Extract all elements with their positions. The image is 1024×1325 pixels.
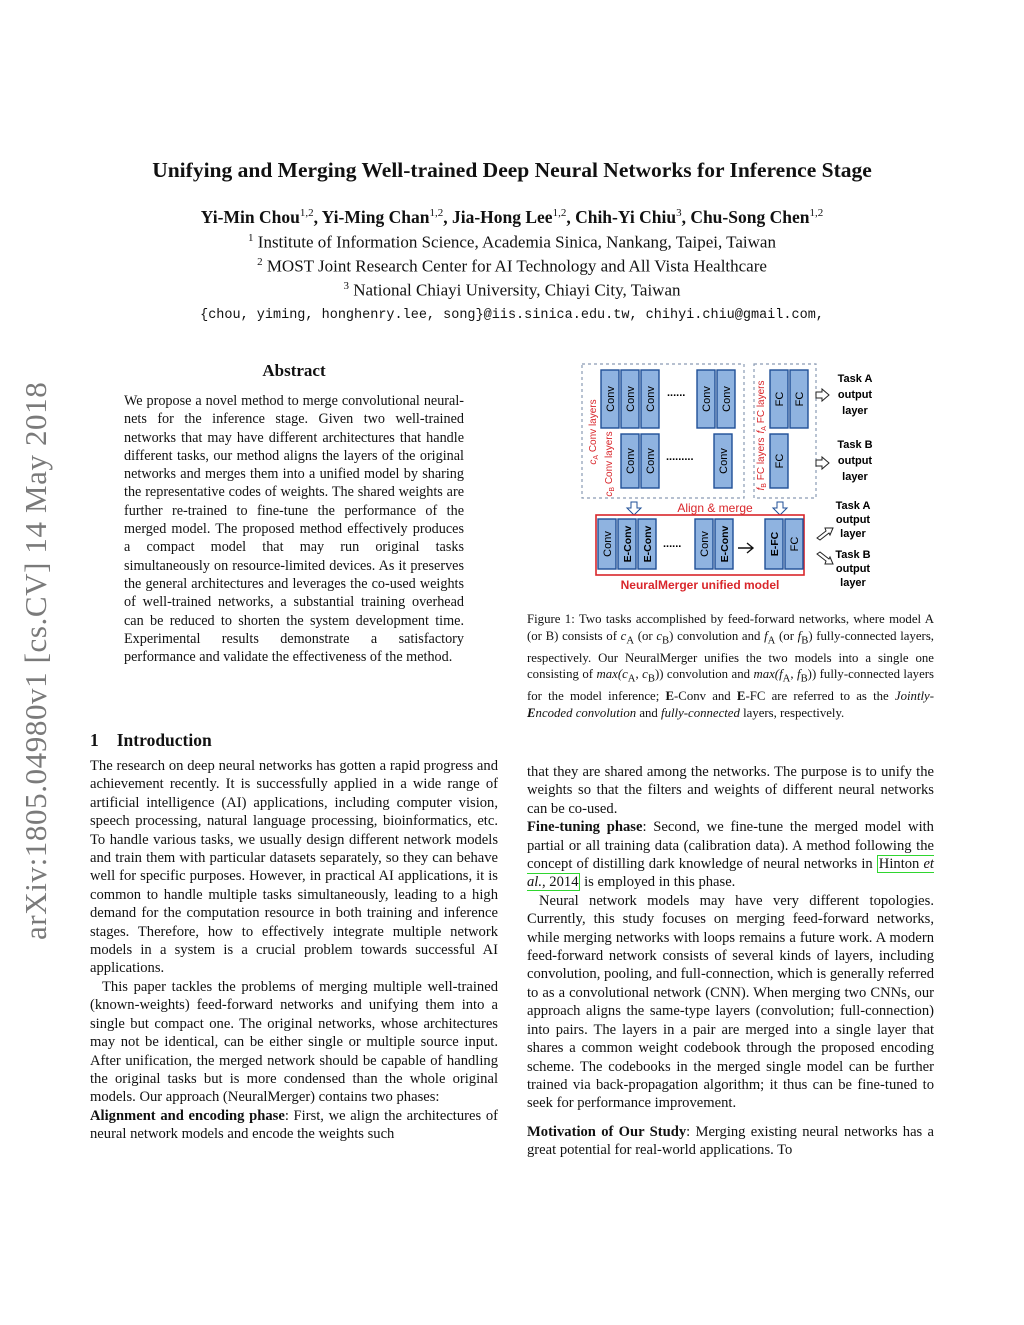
align-merge-label: Align & merge	[677, 501, 753, 515]
svg-text:FC: FC	[774, 391, 786, 407]
author-1: Yi-Min Chou$^{1,2}$,	[200, 207, 322, 227]
svg-text:Conv: Conv	[645, 448, 657, 474]
svg-text:Task A: Task A	[835, 500, 871, 512]
abstract-heading: Abstract	[262, 361, 326, 380]
intro-paragraph-1: The research on deep neural networks has gotten a rapid progress and achievement recently. It is successfully applied in a wide range of artificial intelligence (AI) applications, including computer vision, speech processing, natural language processing, bioinformatics, etc. To handle various tasks, we usually design different network models and train them with particular datasets separately, so they can behave well for specific purposes. However, in practical AI applications, it is common to handle multiple tasks simultaneously, leading to a high demand for the computation resource in both training and inference stages. Therefore, how to effectively integrate multiple network models in a system is a crucial problem towards successful AI applications.	[90, 758, 498, 977]
svg-text:Conv: Conv	[605, 386, 617, 412]
task-b-output-bottom	[817, 549, 871, 589]
task-b-output-top	[816, 439, 873, 483]
paper-title: Unifying and Merging Well-trained Deep Neural Networks for Inference Stage	[152, 158, 872, 182]
svg-text:E-Conv: E-Conv	[622, 525, 634, 563]
affiliation-3: $^3$ National Chiayi University, Chiayi City, Taiwan	[343, 280, 681, 300]
right-paragraph-1: that they are shared among the networks. The purpose is to unify the weights so that the filters and weights of different neural networks can be co-used.	[527, 764, 934, 817]
svg-text:Conv: Conv	[701, 386, 713, 412]
svg-text:layer: layer	[840, 577, 866, 589]
task-a-output-top	[816, 373, 872, 417]
fb-fc-layers-label: $f_B$ FC layers	[756, 437, 768, 491]
model-b-conv-row	[621, 434, 732, 488]
figure-1-caption: Figure 1: Two tasks accomplished by feed-forward networks, where model A (or B) consists of $c_A$ (or $c_B$) convolution and $f_A$ (or $f_B$) fully-connected layers, respectively. Our NeuralMerger unifies the two models into a single one consisting of $\max(c_A$, $c_B$)) convolution and $\max(f_A$, $f_B$)) fully-connected layers for the model inference; E-Conv and E-FC are referred to as the Jointly-Encoded convolution and fully-connected layers, respectively.	[527, 612, 934, 721]
svg-text:layer: layer	[842, 471, 868, 483]
right-paragraph-3: Neural network models may have very different topologies. Currently, this study focuses on merging feed-forward networks, while merging networks with loops remains a future work. A modern feed-forward network consists of several kinds of layers, including convolution, pooling, and full-connection, which is generally referred to as a convolutional network (CNN). When merging two CNNs, our approach aligns the same-type layers (convolution; full-connection) into pairs. The layers in a pair are merged into a single layer that shares a common weight codebook through the proposed encoding scheme. The codebooks in the merged single model can be further trained via back-propagation algorithm; it thus can be fine-tuned to seek for performance improvement.	[527, 892, 934, 1112]
svg-text:output: output	[835, 514, 871, 526]
svg-text:FC: FC	[789, 536, 801, 552]
svg-text:E-Conv: E-Conv	[642, 525, 654, 563]
svg-text:Conv: Conv	[718, 448, 730, 474]
down-arrow-icon	[627, 502, 641, 515]
svg-text:Conv: Conv	[625, 386, 637, 412]
svg-text:layer: layer	[840, 528, 866, 540]
ca-conv-layers-label: $c_A$ Conv layers	[588, 399, 600, 465]
model-a-fc-row	[770, 370, 808, 428]
right-arrow-icon	[738, 543, 753, 553]
right-column-text	[527, 763, 934, 1160]
unified-fc-row	[765, 519, 803, 569]
svg-text:layer: layer	[842, 405, 868, 417]
author-list	[0, 207, 1024, 228]
svg-text:Conv: Conv	[645, 386, 657, 412]
affiliation-1: $^1$ Institute of Information Science, Academia Sinica, Nankang, Taipei, Taiwan	[248, 232, 776, 252]
down-arrow-icon	[773, 502, 787, 515]
svg-text:Task B: Task B	[837, 439, 873, 451]
author-5: Chu-Song Chen$^{1,2}$	[690, 207, 824, 227]
svg-text:Conv: Conv	[699, 531, 711, 557]
svg-text:......: ......	[667, 387, 686, 399]
intro-paragraph-2: This paper tackles the problems of merging multiple well-trained (known-weights) feed-forward networks and unifying them into a single but compact one. The original networks, whose architectures may not be identical, can be either single or multiple source input. After unification, the merged network should be capable of handling the original tasks but is more condensed than the whole original models. Our approach (NeuralMerger) contains two phases:	[90, 978, 498, 1106]
intro-paragraph-3: Alignment and encoding phase: First, we align the architectures of neural network models and encode the weights such	[90, 1107, 498, 1143]
author-4: Chih-Yi Chiu$^3$,	[575, 207, 691, 227]
svg-text:output: output	[837, 455, 873, 467]
section-heading: 1 Introduction	[90, 730, 212, 750]
cb-conv-layers-label: $c_B$ Conv layers	[604, 431, 616, 497]
arxiv-identifier: arXiv:1805.04980v1 [cs.CV] 14 May 2018	[18, 381, 53, 940]
figure-1-diagram	[570, 362, 890, 594]
left-column-text	[90, 757, 498, 1144]
model-b-fc-row	[770, 434, 788, 488]
svg-text:Task A: Task A	[837, 373, 873, 385]
svg-text:FC: FC	[774, 453, 786, 469]
svg-text:E-Conv: E-Conv	[719, 525, 731, 563]
svg-text:FC: FC	[794, 391, 806, 407]
affiliation-2: $^2$ MOST Joint Research Center for AI Technology and All Vista Healthcare	[257, 256, 767, 276]
svg-text:output: output	[835, 563, 871, 575]
svg-text:Conv: Conv	[721, 386, 733, 412]
abstract-body: We propose a novel method to merge convolutional neural-nets for the inference stage. Given two well-trained networks that may have different architectures that handle different tasks, our method aligns the layers of the original networks and merges them into a unified model by sharing the representative codes of weights. The shared weights are further re-trained to fine-tune the performance of the merged model. The proposed method effectively produces a compact model that may run original tasks simultaneously on resource-limited devices. As it preserves the general architectures and leverages the co-used weights of well-trained networks, a substantial training overhead can be reduced to shorten the system development time. Experimental results demonstrate a satisfactory performance and validate the effectiveness of the method.	[124, 393, 464, 666]
svg-text:......: ......	[663, 538, 682, 550]
task-a-output-bottom	[817, 500, 870, 540]
citation-link[interactable]: Hinton et al., 2014	[527, 856, 934, 891]
author-3: Jia-Hong Lee$^{1,2}$,	[451, 207, 576, 227]
svg-text:Task B: Task B	[835, 549, 871, 561]
right-paragraph-2: Fine-tuning phase: Second, we fine-tune the merged model with partial or all training data (calibration data). A method following the concept of distilling dark knowledge of neural networks in Hinton et al., 2014 is employed in this phase.	[527, 819, 934, 891]
svg-text:.........: .........	[666, 451, 694, 463]
svg-text:E-FC: E-FC	[769, 531, 781, 557]
fa-fc-layers-label: $f_A$ FC layers	[756, 380, 768, 434]
svg-text:Conv: Conv	[602, 531, 614, 557]
unified-model-label: NeuralMerger unified model	[620, 578, 780, 592]
right-paragraph-4: Motivation of Our Study: Merging existing neural networks has a great potential for real-world applications. To	[527, 1123, 935, 1159]
author-2: Yi-Ming Chan$^{1,2}$,	[321, 207, 452, 227]
unified-conv-row	[598, 519, 733, 569]
author-emails: {chou, yiming, honghenry.lee, song}@iis.sinica.edu.tw, chihyi.chiu@gmail.com,	[200, 308, 824, 323]
model-a-conv-row	[601, 370, 735, 428]
svg-text:Conv: Conv	[625, 448, 637, 474]
svg-text:output: output	[837, 389, 873, 401]
